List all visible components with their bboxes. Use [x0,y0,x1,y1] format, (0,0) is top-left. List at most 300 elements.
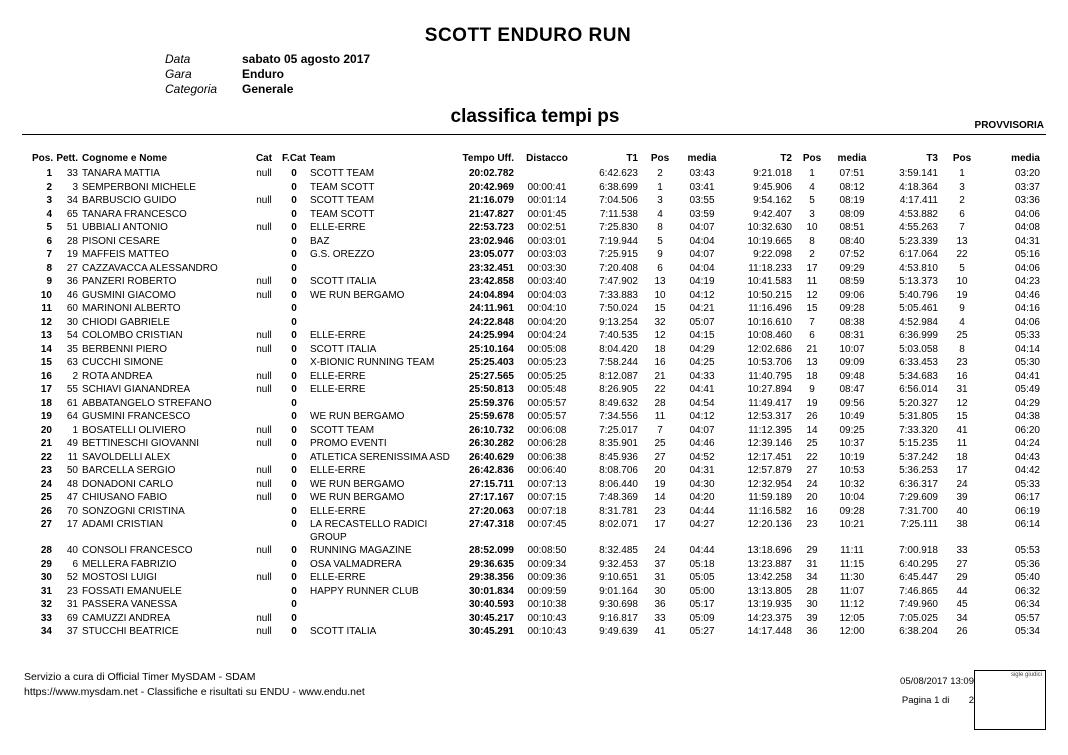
col-pos: 27 [40,519,52,530]
col-t1: 8:35.901 [599,438,638,449]
col-fcat-header: F.Cat [282,152,306,164]
col-t2-pos: 20 [806,492,818,503]
col-cat [248,262,280,276]
col-pos: 34 [40,626,52,637]
col-t1-pos: 41 [654,626,666,637]
col-fcat: 0 [291,235,297,247]
col-t1-avg-header: media [687,152,717,164]
meta-label: Categoria [165,82,218,96]
col-bib: 34 [66,195,78,206]
table-row [30,491,1042,505]
col-t2-pos: 22 [806,451,818,463]
table-row [30,289,1042,303]
col-t3-avg: 06:19 [1014,505,1040,517]
col-pos: 14 [40,343,52,355]
col-t2-avg: 09:06 [839,289,865,301]
col-t1-pos: 6 [657,262,663,274]
col-pos: 17 [40,384,52,395]
table-row [30,598,1042,612]
col-official-time: 23:05.077 [468,249,514,260]
col-bib: 61 [66,397,78,409]
table-row [30,437,1042,451]
col-gap: 00:06:38 [527,451,567,463]
col-bib: 2 [72,370,78,382]
col-t3: 7:29.609 [899,492,938,503]
col-name: UBBIALI ANTONIO [82,222,168,233]
col-official-time: 21:47.827 [468,208,514,220]
col-t2-pos: 3 [809,208,815,220]
col-pos: 24 [40,478,52,490]
col-t1-pos: 8 [657,222,663,233]
col-name: DONADONI CARLO [82,478,174,490]
col-cat [248,397,280,411]
col-t2-pos-header: Pos [802,152,822,164]
col-cat: null [256,424,272,436]
col-t2: 10:19.665 [747,235,792,247]
col-t3-avg: 05:34 [1014,626,1040,637]
col-t1-pos: 12 [654,330,666,341]
col-team-header: Team [310,152,336,164]
col-t3-avg: 05:53 [1014,545,1040,556]
col-t2-avg: 10:07 [839,343,865,355]
col-t1-pos: 4 [657,208,663,220]
col-t3-avg: 05:36 [1014,558,1040,570]
col-cat: null [256,612,272,624]
col-t3-avg: 03:20 [1014,168,1040,179]
col-t3-pos: 12 [956,397,968,409]
col-cat [248,181,280,195]
col-fcat: 0 [291,330,297,341]
col-t3-avg: 04:46 [1014,289,1040,301]
col-team: WE RUN BERGAMO [310,411,405,422]
col-t1: 9:01.164 [599,585,638,597]
event-meta [165,52,370,97]
col-t1: 7:48.369 [599,492,638,503]
col-t3-pos: 11 [956,438,968,449]
col-t3: 4:17.411 [899,195,938,206]
col-bib: 36 [66,276,78,287]
col-t2: 11:16.496 [748,303,792,314]
col-gap: 00:01:14 [527,195,567,206]
col-fcat: 0 [291,181,297,193]
col-t2: 10:16.610 [747,316,792,328]
col-t2-avg: 08:09 [839,208,865,220]
col-t3: 6:56.014 [899,384,938,395]
meta-row-date [165,52,370,67]
col-cat: null [256,465,272,476]
col-t1-avg: 04:04 [689,235,715,247]
col-t1-avg: 04:15 [689,330,715,341]
col-t2: 13:19.935 [747,599,792,610]
col-pos: 25 [40,492,52,503]
col-team: WE RUN BERGAMO [310,492,405,503]
col-t3: 4:52.984 [899,316,938,328]
col-name: STUCCHI BEATRICE [82,626,179,637]
col-t1: 6:38.699 [599,181,638,193]
table-row [30,383,1042,397]
col-gap: 00:09:59 [527,585,567,597]
col-t2-pos: 27 [806,465,818,476]
col-fcat: 0 [291,438,297,449]
col-t1-pos: 31 [654,572,666,583]
col-t2-pos: 30 [806,599,818,610]
col-fcat: 0 [291,519,297,530]
col-t3-pos: 9 [959,303,965,314]
col-t2: 9:21.018 [753,168,792,179]
col-t3: 7:46.865 [899,585,938,597]
footer-credits [24,670,365,700]
col-gap: 00:08:50 [527,545,567,556]
col-t2-pos: 12 [806,289,818,301]
col-t1-avg: 05:17 [689,599,715,610]
col-t3: 7:33.320 [899,424,938,436]
meta-value: Generale [242,82,294,96]
col-gap: 00:05:23 [527,357,567,368]
table-row [30,518,1042,544]
col-t3: 5:05.461 [899,303,938,314]
col-team: WE RUN BERGAMO [310,478,405,490]
col-cat: null [256,370,272,382]
col-gap: 00:05:08 [527,343,567,355]
col-t1-avg: 05:00 [689,585,715,597]
col-bib: 63 [66,357,78,368]
col-name: PANZERI ROBERTO [82,276,177,287]
col-t3-pos: 24 [956,478,968,490]
col-fcat: 0 [291,303,297,314]
col-t2-pos: 17 [806,262,818,274]
col-bib: 30 [66,316,78,328]
col-team: TEAM SCOTT [310,181,375,193]
col-t2-avg: 09:29 [839,262,865,274]
col-pos: 32 [40,599,52,610]
col-pos: 4 [46,208,52,220]
col-team: ELLE-ERRE [310,370,366,382]
col-bib: 19 [66,249,78,260]
col-t1-avg: 04:30 [689,478,715,490]
col-bib: 54 [66,330,78,341]
col-t3-avg-header: media [1011,152,1040,164]
col-gap: 00:03:30 [527,262,567,274]
meta-row-category [165,82,370,97]
col-pos: 20 [40,424,52,436]
col-cat: null [256,626,272,637]
col-name: MELLERA FABRIZIO [82,558,177,570]
col-t2-avg: 07:51 [839,168,865,179]
col-bib: 17 [66,519,78,530]
col-t3: 6:45.447 [899,572,938,583]
col-t2-avg: 11:30 [839,572,865,583]
col-bib: 47 [66,492,78,503]
col-name: FOSSATI EMANUELE [82,585,182,597]
col-cat: null [256,276,272,287]
footer-links-line: https://www.mysdam.net - Classifiche e risultati su ENDU - www.endu.net [24,686,365,698]
col-fcat: 0 [291,612,297,624]
col-fcat: 0 [291,276,297,287]
col-t1-pos: 3 [657,195,663,206]
table-row [30,275,1042,289]
footer-page-info [870,672,974,710]
col-t2-pos: 34 [806,572,818,583]
table-row [30,248,1042,262]
col-gap: 00:03:03 [527,249,567,260]
col-t1-avg: 05:27 [689,626,715,637]
col-cat [248,316,280,330]
col-t1: 9:49.639 [599,626,638,637]
col-t3-pos: 18 [956,451,968,463]
col-t3: 7:00.918 [899,545,938,556]
col-name: BETTINESCHI GIOVANNI [82,438,200,449]
col-official-time: 24:22.848 [468,316,514,328]
col-t1-pos: 28 [654,397,666,409]
col-fcat: 0 [291,289,297,301]
col-pos: 5 [46,222,52,233]
col-t3: 5:37.242 [899,451,938,463]
col-t2-avg: 08:12 [839,181,865,193]
col-t1: 7:04.506 [599,195,638,206]
col-t3-avg: 04:31 [1014,235,1040,247]
col-t3: 5:34.683 [899,370,938,382]
table-row [30,370,1042,384]
col-name: SCHIAVI GIANANDREA [82,384,191,395]
col-t1-pos: 22 [654,384,666,395]
col-t1: 7:11.538 [599,208,638,220]
col-t1-pos: 33 [654,612,666,624]
col-t1-pos: 36 [654,599,666,610]
results-table [30,149,1042,639]
col-official-time: 25:25.403 [468,357,514,368]
col-t2-avg: 10:21 [839,519,865,530]
col-team [308,302,458,316]
col-t1-pos: 10 [654,289,666,301]
col-team [308,262,458,276]
col-cat [248,598,280,612]
col-team [308,612,458,626]
col-t3: 5:40.796 [899,289,938,301]
col-bib: 60 [66,303,78,314]
col-t1: 9:32.453 [599,558,638,570]
col-team: WE RUN BERGAMO [310,289,405,301]
col-fcat: 0 [291,168,297,179]
col-cat: null [256,545,272,556]
col-t1-avg: 04:07 [689,249,715,260]
col-team: SCOTT TEAM [310,424,375,436]
table-row [30,181,1042,195]
col-t2: 11:49.417 [748,397,792,409]
col-t1-avg: 04:27 [689,519,715,530]
col-t3: 6:40.295 [899,558,938,570]
col-t3-avg: 05:57 [1014,612,1040,624]
col-t1-avg: 04:44 [689,505,715,517]
col-team: ELLE-ERRE [310,222,366,233]
col-gap: 00:09:34 [527,558,567,570]
col-t3-pos: 13 [956,235,968,247]
col-t1-pos: 2 [657,168,663,179]
col-team: PROMO EVENTI [310,438,387,449]
divider [22,134,1046,135]
col-fcat: 0 [291,249,297,260]
col-t2-avg: 09:28 [839,505,865,517]
col-t1: 7:40.535 [599,330,638,341]
col-name: CAMUZZI ANDREA [82,612,171,624]
col-name: SONZOGNI CRISTINA [82,505,185,517]
col-cat: null [256,492,272,503]
col-t3-pos: 25 [956,330,968,341]
col-t2-header: T2 [780,152,792,164]
col-name: MOSTOSI LUIGI [82,572,157,583]
col-gap: 00:09:36 [527,572,567,583]
page-indicator [870,691,974,710]
col-bib: 48 [66,478,78,490]
col-name: MARINONI ALBERTO [82,303,181,314]
col-t1: 8:45.936 [599,451,638,463]
table-row [30,356,1042,370]
col-fcat: 0 [291,343,297,355]
col-t2: 9:54.162 [753,195,792,206]
col-name-header: Cognome e Nome [82,152,168,164]
col-official-time: 26:40.629 [468,451,514,463]
col-t3-pos-header: Pos [952,152,972,164]
col-t3-pos: 27 [956,558,968,570]
col-fcat: 0 [291,262,297,274]
col-t1-avg: 04:12 [689,411,715,422]
col-t1: 9:13.254 [599,316,638,328]
col-t3-avg: 05:40 [1014,572,1040,583]
col-fcat: 0 [291,505,297,517]
col-t3-avg: 04:14 [1014,343,1040,355]
col-t3-avg: 04:41 [1014,370,1040,382]
col-official-time: 25:59.678 [468,411,514,422]
col-t2-avg: 09:56 [839,397,865,409]
col-t3-pos: 4 [959,316,965,328]
col-bib: 28 [66,235,78,247]
col-t1-avg: 04:07 [689,424,715,436]
col-pos: 18 [40,397,52,409]
col-fcat: 0 [291,316,297,328]
col-gap: 00:07:18 [527,505,567,517]
col-bib: 49 [66,438,78,449]
col-t1-avg: 03:41 [689,181,715,193]
col-t1-pos: 1 [657,181,663,193]
footer-service-line: Servizio a cura di Official Timer MySDAM - SDAM [24,671,256,683]
col-t3-pos: 8 [959,343,965,355]
col-t1-pos: 23 [654,505,666,517]
col-t1-pos: 17 [654,519,666,530]
table-row [30,194,1042,208]
col-cat [248,248,280,262]
col-team: SCOTT ITALIA [310,343,377,355]
col-t2: 13:42.258 [747,572,792,583]
col-official-time: 30:45.217 [468,612,514,624]
col-t2-pos: 9 [809,384,815,395]
col-gap: 00:05:48 [527,384,567,395]
col-team: ELLE-ERRE [310,330,366,341]
col-t2-pos: 7 [809,316,815,328]
col-t1-avg: 05:18 [689,558,715,570]
col-t3: 6:33.453 [899,357,938,368]
col-bib: 50 [66,465,78,476]
col-gap: 00:04:03 [527,289,567,301]
judges-signature-box [974,670,1046,730]
col-t3-pos: 10 [956,276,968,287]
col-t3-pos: 26 [956,626,968,637]
col-t1: 8:26.905 [599,384,638,395]
col-bib: 23 [66,585,78,597]
col-official-time: 25:59.376 [468,397,514,409]
col-cat: null [256,330,272,341]
col-name: BARCELLA SERGIO [82,465,176,476]
col-t2: 12:32.954 [747,478,792,490]
col-name: CONSOLI FRANCESCO [82,545,193,556]
col-t1: 8:06.440 [599,478,638,490]
col-t3-pos: 45 [956,599,968,610]
col-fcat: 0 [291,357,297,368]
col-t3-pos: 6 [959,208,965,220]
col-t2: 12:17.451 [747,451,792,463]
col-official-time: 30:01.834 [468,585,514,597]
col-name: ABBATANGELO STREFANO [82,397,212,409]
col-t3-pos: 3 [959,181,965,193]
col-pos-header: Pos. [32,152,54,164]
col-pos: 30 [40,572,52,583]
table-row [30,167,1042,181]
col-t2: 9:45.906 [753,181,792,193]
col-t2-pos: 26 [806,411,818,422]
col-official-time: 26:42.836 [468,465,514,476]
col-t1-pos: 15 [654,303,666,314]
col-pos: 16 [40,370,52,382]
col-official-time: 27:17.167 [468,492,514,503]
table-row [30,343,1042,357]
table-row [30,505,1042,519]
col-t1-avg: 04:33 [689,370,715,382]
col-t1-avg: 05:07 [689,316,715,328]
col-official-time: 25:27.565 [468,370,514,382]
col-t2-avg: 10:04 [839,492,865,503]
col-t3: 7:05.025 [899,612,938,624]
col-t3: 5:36.253 [899,465,938,476]
col-cat [248,302,280,316]
col-team: ELLE-ERRE [310,465,366,476]
col-name: TANARA MATTIA [82,168,160,179]
col-t3-avg: 04:06 [1014,262,1040,274]
col-fcat: 0 [291,572,297,583]
col-bib: 6 [72,558,78,570]
col-bib: 27 [66,262,78,274]
col-t1: 7:33.883 [599,289,638,301]
col-fcat: 0 [291,478,297,490]
table-row [30,585,1042,599]
col-t2-pos: 16 [806,505,818,517]
col-t3: 7:49.960 [899,599,938,610]
col-pos: 29 [40,558,52,570]
col-t3: 5:23.339 [899,235,938,247]
col-t3-avg: 06:32 [1014,585,1040,597]
table-row [30,397,1042,411]
col-t1: 7:50.024 [599,303,638,314]
col-t2-avg: 11:15 [839,558,865,570]
col-gap: 00:10:43 [527,626,567,637]
col-t2-pos: 24 [806,478,818,490]
col-fcat: 0 [291,424,297,436]
col-team: X-BIONIC RUNNING TEAM [310,357,435,368]
col-pos: 9 [46,276,52,287]
col-t1-header: T1 [626,152,638,164]
col-t1-pos: 9 [657,249,663,260]
col-name: COLOMBO CRISTIAN [82,330,183,341]
col-name: CUCCHI SIMONE [82,357,164,368]
col-t1: 8:08.706 [599,465,638,476]
col-pos: 13 [40,330,52,341]
